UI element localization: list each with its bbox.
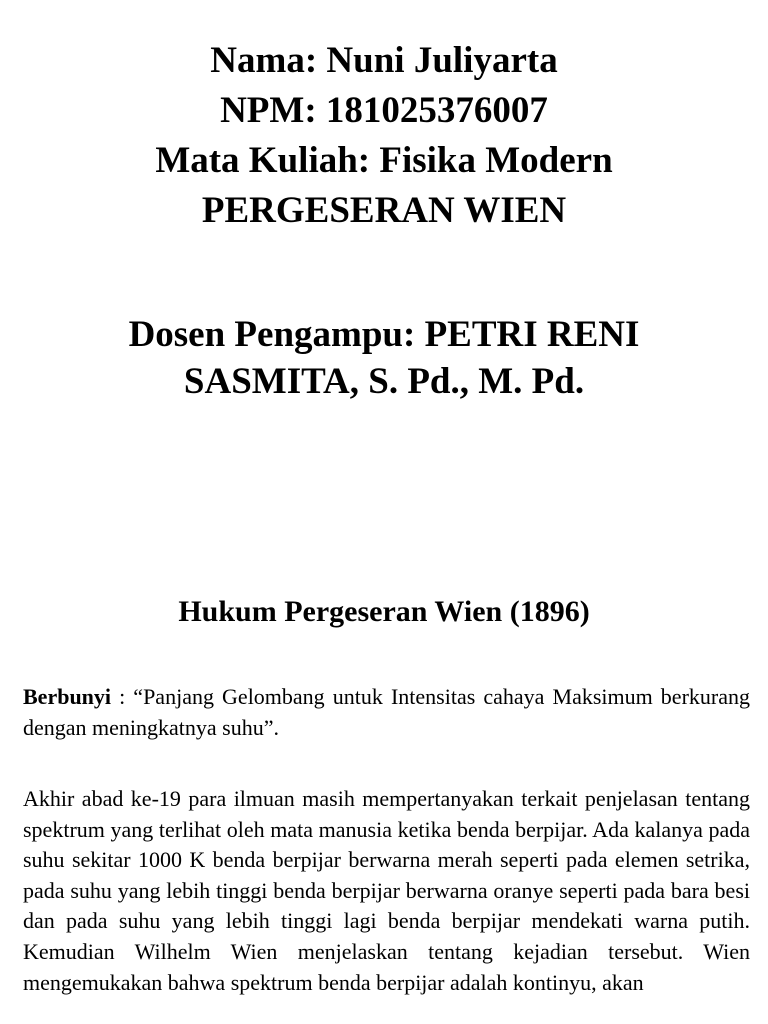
law-statement [23, 682, 750, 743]
lecturer-line-1: Dosen Pengampu: PETRI RENI [128, 314, 640, 355]
statement-text: : “Panjang Gelombang untuk Intensitas cahaya Maksimum berkurang dengan meningkatnya suhu”. [23, 684, 750, 740]
statement-lead: Berbunyi [23, 684, 112, 709]
student-name: Nama: Nuni Juliyarta [210, 40, 558, 81]
body-paragraph: Akhir abad ke-19 para ilmuan masih mempertanyakan terkait penjelasan tentang spektrum yang terlihat oleh mata manusia ketika benda berpijar. Ada kalanya pada suhu sekitar 1000 K benda berpijar berwarna merah seperti pada elemen setrika, pada suhu yang lebih tinggi benda berpijar berwarna oranye seperti pada bara besi dan pada suhu yang lebih tinggi lagi benda berpijar mendekati warna putih. Kemudian Wilhelm Wien menjelaskan tentang kejadian tersebut. Wien mengemukakan bahwa spektrum benda berpijar adalah kontinyu, akan [23, 786, 750, 995]
lecturer-line-2: SASMITA, S. Pd., M. Pd. [183, 361, 585, 402]
course-name: Mata Kuliah: Fisika Modern [155, 140, 613, 181]
document-header [0, 36, 768, 236]
document-title: PERGESERAN WIEN [201, 190, 567, 231]
lecturer-info [0, 311, 768, 405]
section-heading: Hukum Pergeseran Wien (1896) [178, 595, 590, 628]
student-npm: NPM: 181025376007 [220, 90, 548, 131]
